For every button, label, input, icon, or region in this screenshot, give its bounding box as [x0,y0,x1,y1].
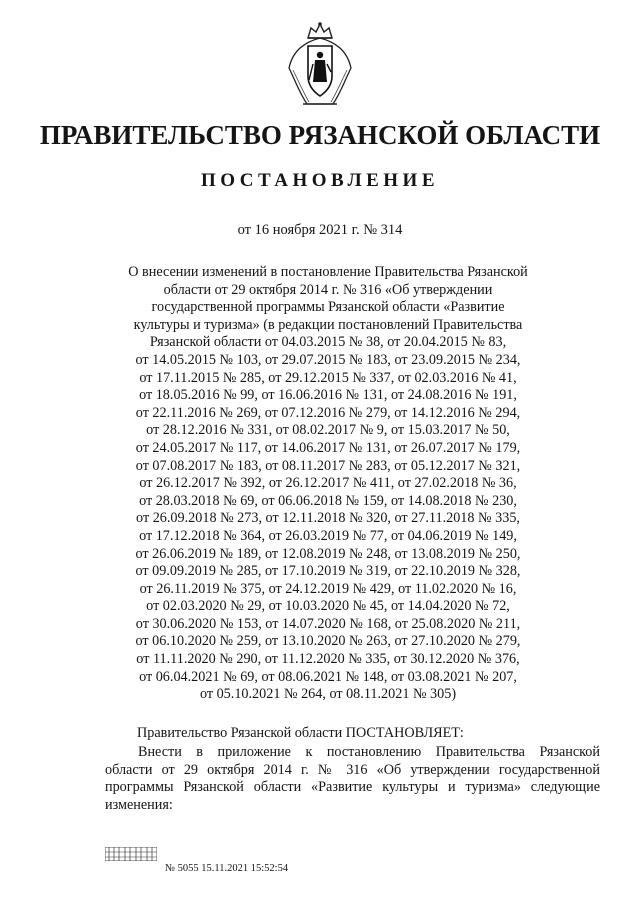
coat-of-arms-emblem [285,20,355,110]
title-line: от 17.12.2018 № 364, от 26.03.2019 № 77, от 04.06.2019 № 149, [139,527,517,544]
document-type: ПОСТАНОВЛЕНИЕ [200,170,440,191]
title-line: от 11.11.2020 № 290, от 11.12.2020 № 335, от 30.12.2020 № 376, [136,651,520,668]
title-line: от 07.08.2017 № 183, от 08.11.2017 № 283, от 05.12.2017 № 321, [135,457,521,474]
title-line: культуры и туризма» (в редакции постановлений Правительства [133,316,523,333]
title-line: от 28.12.2016 № 331, от 08.02.2017 № 9, от 15.03.2017 № 50, [146,422,510,439]
title-line: от 09.09.2019 № 285, от 17.10.2019 № 319, от 22.10.2019 № 328, [135,563,521,580]
organization-name: ПРАВИТЕЛЬСТВО РЯЗАНСКОЙ ОБЛАСТИ [39,120,601,150]
registration-stamp: № 5055 15.11.2021 15:52:54 [165,863,289,874]
title-line: от 26.06.2019 № 189, от 12.08.2019 № 248, от 13.08.2019 № 250, [135,545,521,562]
title-line: от 18.05.2016 № 99, от 16.06.2016 № 131, от 24.08.2016 № 191, [139,387,517,404]
title-line: от 26.11.2019 № 375, от 24.12.2019 № 429, от 11.02.2020 № 16, [139,580,517,597]
title-line: от 24.05.2017 № 117, от 14.06.2017 № 131, от 26.07.2017 № 179, [135,439,521,456]
title-line: О внесении изменений в постановление Правительства Рязанской [128,264,528,280]
title-line: области от 29 октября 2014 г. № 316 «Об утверждении [163,281,493,298]
title-line: от 30.06.2020 № 153, от 14.07.2020 № 168, от 25.08.2020 № 211, [135,615,521,632]
title-line: от 26.12.2017 № 392, от 26.12.2017 № 411, от 27.02.2018 № 36, [139,475,517,492]
title-line: от 28.03.2018 № 69, от 06.06.2018 № 159, от 14.08.2018 № 230, [139,492,517,509]
body-line: Внести в приложение к постановлению Правительства Рязанской [138,744,600,760]
title-line: от 05.10.2021 № 264, от 08.11.2021 № 305) [199,686,457,703]
title-line: от 06.04.2021 № 69, от 08.06.2021 № 148, от 03.08.2021 № 207, [139,668,517,685]
title-line: от 06.10.2020 № 259, от 13.10.2020 № 263, от 27.10.2020 № 279, [135,633,521,650]
date-and-number: от 16 ноября 2021 г. № 314 [237,222,403,238]
title-line: от 26.09.2018 № 273, от 12.11.2018 № 320, от 27.11.2018 № 335, [136,510,520,527]
body-line: области от 29 октября 2014 г. № 316 «Об утверждении государственной [105,761,600,778]
resolution-statement: Правительство Рязанской области ПОСТАНОВЛЯЕТ: [137,725,464,741]
title-line: государственной программы Рязанской области «Развитие [151,299,505,316]
title-line: Рязанской области от 04.03.2015 № 38, от 20.04.2015 № 83, [149,334,507,351]
body-line: изменения: [105,796,173,813]
document-title [126,264,530,704]
body-line: программы Рязанской области «Развитие культуры и туризма» следующие [105,779,600,795]
title-line: от 02.03.2020 № 29, от 10.03.2020 № 45, от 14.04.2020 № 72, [146,598,510,615]
barcode-icon [105,847,157,861]
title-line: от 14.05.2015 № 103, от 29.07.2015 № 183, от 23.09.2015 № 234, [135,351,521,368]
body-paragraph [105,744,600,814]
title-line: от 17.11.2015 № 285, от 29.12.2015 № 337, от 02.03.2016 № 41, [139,369,517,386]
title-line: от 22.11.2016 № 269, от 07.12.2016 № 279, от 14.12.2016 № 294, [135,404,521,421]
